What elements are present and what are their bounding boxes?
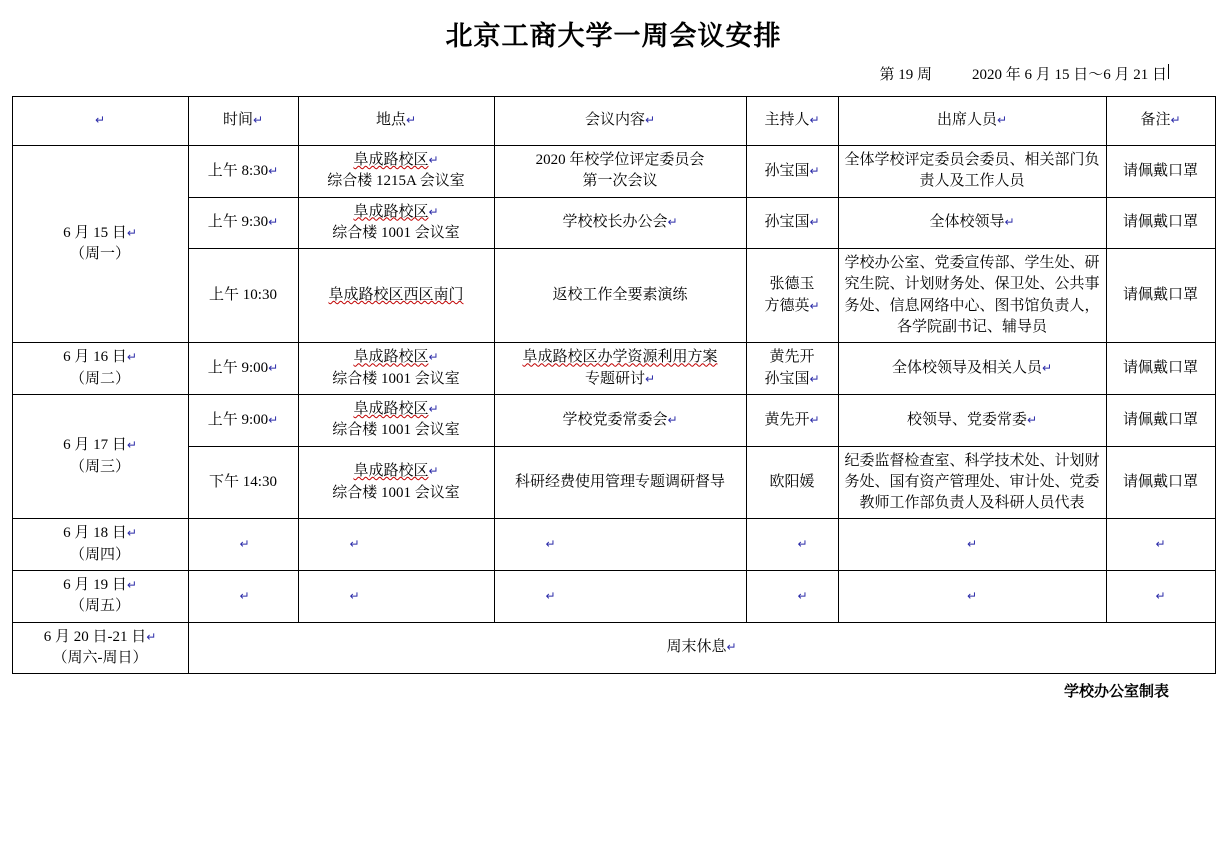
cell-place (298, 519, 494, 571)
cell-host: 孙宝国↵ (746, 146, 838, 198)
weekly-meeting-table (12, 96, 1216, 674)
paragraph-mark-icon: ↵ (545, 537, 556, 552)
cell-date-weekend: 6 月 20 日-21 日↵ （周六-周日） (12, 622, 188, 674)
column-header-host: 主持人↵ (746, 97, 838, 146)
cell-topic (494, 571, 746, 623)
column-header-topic: 会议内容↵ (494, 97, 746, 146)
line-break-icon: ↵ (428, 153, 439, 167)
paragraph-mark-icon: ↵ (667, 215, 678, 230)
cell-host: 黄先开↵ (746, 394, 838, 446)
cell-topic: 返校工作全要素演练 (494, 249, 746, 343)
cell-attendees (838, 519, 1106, 571)
cell-remark (1106, 571, 1215, 623)
paragraph-mark-icon: ↵ (809, 412, 820, 427)
line-break-icon: ↵ (146, 629, 157, 644)
cell-place (298, 571, 494, 623)
line-break-icon: ↵ (126, 438, 137, 453)
paragraph-mark-icon: ↵ (239, 588, 250, 603)
cell-topic: 学校校长办公会↵ (494, 197, 746, 249)
line-break-icon: ↵ (428, 464, 439, 479)
paragraph-mark-icon: ↵ (1004, 215, 1015, 230)
cell-remark: 请佩戴口罩 (1106, 446, 1215, 519)
paragraph-mark-icon: ↵ (545, 588, 556, 603)
cell-attendees (838, 571, 1106, 623)
cell-place: 阜成路校区↵ 综合楼 1001 会议室 (298, 343, 494, 395)
footer-signature: 学校办公室制表 (1063, 684, 1169, 701)
line-break-icon: ↵ (428, 350, 439, 365)
table-row (12, 519, 1215, 571)
week-number: 第 19 周 (879, 67, 932, 83)
paragraph-mark-icon: ↵ (644, 113, 656, 128)
paragraph-mark-icon: ↵ (809, 371, 820, 386)
cell-attendees: 全体校领导↵ (838, 197, 1106, 249)
paragraph-mark-icon: ↵ (809, 163, 820, 178)
cell-place: 阜成路校区↵ 综合楼 1001 会议室 (298, 197, 494, 249)
cell-remark: 请佩戴口罩 (1106, 146, 1215, 198)
cell-host: 黄先开 孙宝国↵ (746, 343, 838, 395)
table-row (12, 394, 1215, 446)
table-row (12, 197, 1215, 249)
table-row (12, 571, 1215, 623)
cell-host: 欧阳媛 (746, 446, 838, 519)
table-row (12, 446, 1215, 519)
cell-host (746, 571, 838, 623)
paragraph-mark-icon: ↵ (239, 537, 250, 552)
paragraph-mark-icon: ↵ (797, 588, 808, 603)
cell-date-fri: 6 月 19 日↵ （周五） (12, 571, 188, 623)
paragraph-mark-icon: ↵ (996, 113, 1008, 128)
paragraph-mark-icon: ↵ (252, 113, 264, 128)
cell-attendees: 学校办公室、党委宣传部、学生处、研究生院、计划财务处、保卫处、公共事务处、信息网络中心、图书馆负责人，各学院副书记、辅导员 (838, 249, 1106, 343)
cell-place: 阜成路校区↵ 综合楼 1215A 会议室 (298, 146, 494, 198)
cell-host: 张德玉 方德英↵ (746, 249, 838, 343)
paragraph-mark-icon: ↵ (809, 215, 820, 230)
cell-attendees: 全体学校评定委员会委员、相关部门负责人及工作人员 (838, 146, 1106, 198)
cell-time: 上午 9:30↵ (188, 197, 298, 249)
page-title: 北京工商大学一周会议安排 (445, 21, 782, 51)
cell-remark: 请佩戴口罩 (1106, 343, 1215, 395)
text-cursor (1168, 64, 1169, 79)
line-break-icon: ↵ (126, 578, 137, 593)
paragraph-mark-icon: ↵ (268, 412, 279, 427)
cell-time: 上午 9:00↵ (188, 343, 298, 395)
cell-place: 阜成路校区↵ 综合楼 1001 会议室 (298, 446, 494, 519)
paragraph-mark-icon: ↵ (94, 113, 106, 128)
cell-attendees: 纪委监督检查室、科学技术处、计划财务处、国有资产管理处、审计处、党委教师工作部负责人及科研人员代表 (838, 446, 1106, 519)
paragraph-mark-icon: ↵ (667, 412, 678, 427)
cell-date-tue: 6 月 16 日↵ （周二） (12, 343, 188, 395)
paragraph-mark-icon: ↵ (809, 113, 820, 128)
line-break-icon: ↵ (428, 401, 439, 416)
cell-topic: 学校党委常委会↵ (494, 394, 746, 446)
paragraph-mark-icon: ↵ (268, 215, 279, 230)
column-header-place: 地点↵ (298, 97, 494, 146)
table-row (12, 249, 1215, 343)
paragraph-mark-icon: ↵ (966, 537, 978, 552)
cell-date-wed: 6 月 17 日↵ （周三） (12, 394, 188, 518)
paragraph-mark-icon: ↵ (1170, 113, 1181, 128)
cell-topic (494, 519, 746, 571)
cell-remark: 请佩戴口罩 (1106, 249, 1215, 343)
cell-date-mon: 6 月 15 日↵ （周一） (12, 146, 188, 343)
column-header-time: 时间↵ (188, 97, 298, 146)
cell-attendees: 校领导、党委常委↵ (838, 394, 1106, 446)
table-header-row (12, 97, 1215, 146)
cell-host: 孙宝国↵ (746, 197, 838, 249)
cell-remark (1106, 519, 1215, 571)
line-break-icon: ↵ (126, 225, 137, 240)
line-break-icon: ↵ (126, 350, 137, 365)
cell-time (188, 519, 298, 571)
paragraph-mark-icon: ↵ (268, 361, 279, 376)
subtitle-row (0, 63, 1227, 84)
cell-attendees: 全体校领导及相关人员↵ (838, 343, 1106, 395)
paragraph-mark-icon: ↵ (809, 298, 820, 313)
line-break-icon: ↵ (126, 526, 137, 541)
cell-place: 阜成路校区西区南门 (298, 249, 494, 343)
cell-time: 上午 10:30 (188, 249, 298, 343)
paragraph-mark-icon: ↵ (1026, 412, 1038, 427)
cell-topic: 科研经费使用管理专题调研督导 (494, 446, 746, 519)
cell-host (746, 519, 838, 571)
document-page (0, 14, 1227, 847)
paragraph-mark-icon: ↵ (1155, 537, 1166, 552)
cell-weekend-note: 周末休息↵ (188, 622, 1215, 674)
paragraph-mark-icon: ↵ (644, 371, 656, 386)
paragraph-mark-icon: ↵ (268, 163, 279, 178)
cell-topic: 2020 年校学位评定委员会 第一次会议 (494, 146, 746, 198)
cell-remark: 请佩戴口罩 (1106, 394, 1215, 446)
paragraph-mark-icon: ↵ (966, 588, 978, 603)
paragraph-mark-icon: ↵ (405, 113, 417, 128)
column-header-attendees: 出席人员↵ (838, 97, 1106, 146)
date-range: 2020 年 6 月 15 日～6 月 21 日 (971, 67, 1167, 83)
cell-time: 下午 14:30 (188, 446, 298, 519)
cell-place: 阜成路校区↵ 综合楼 1001 会议室 (298, 394, 494, 446)
column-header-date (12, 97, 188, 146)
cell-time: 上午 9:00↵ (188, 394, 298, 446)
paragraph-mark-icon: ↵ (1155, 588, 1166, 603)
paragraph-mark-icon: ↵ (349, 588, 360, 603)
cell-remark: 请佩戴口罩 (1106, 197, 1215, 249)
table-row (12, 146, 1215, 198)
cell-time (188, 571, 298, 623)
paragraph-mark-icon: ↵ (349, 537, 360, 552)
paragraph-mark-icon: ↵ (797, 537, 808, 552)
table-row (12, 343, 1215, 395)
column-header-remark: 备注↵ (1106, 97, 1215, 146)
paragraph-mark-icon: ↵ (1041, 361, 1053, 376)
line-break-icon: ↵ (428, 204, 439, 219)
paragraph-mark-icon: ↵ (726, 640, 737, 655)
cell-date-thu: 6 月 18 日↵ （周四） (12, 519, 188, 571)
cell-time: 上午 8:30↵ (188, 146, 298, 198)
cell-topic: 阜成路校区办学资源利用方案 专题研讨↵ (494, 343, 746, 395)
table-row-weekend (12, 622, 1215, 674)
